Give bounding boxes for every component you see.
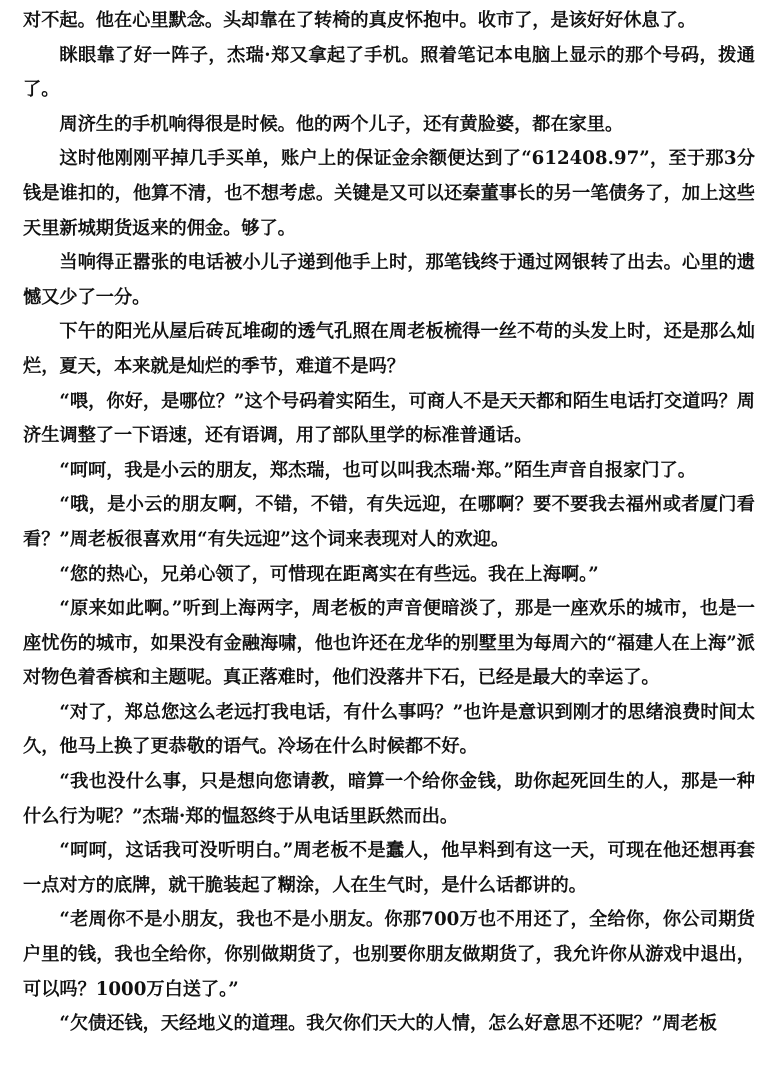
paragraph: 这时他刚刚平掉几手买单，账户上的保证金余额便达到了“612408.97”，至于那3分钱是谁扣的，他算不清，也不想考虑。关键是又可以还秦董事长的另一笔债务了，加上这些天里新城期货返来的佣金。够了。 bbox=[23, 148, 755, 239]
paragraph: 下午的阳光从屋后砖瓦堆砌的透气孔照在周老板梳得一丝不苟的头发上时，还是那么灿烂，夏天，本来就是灿烂的季节，难道不是吗？ bbox=[23, 321, 755, 377]
paragraph: “我也没什么事，只是想向您请教，暗算一个给你金钱，助你起死回生的人，那是一种什么行为呢？”杰瑞·郑的愠怒终于从电话里跃然而出。 bbox=[23, 771, 755, 827]
paragraph: 当响得正嚣张的电话被小儿子递到他手上时，那笔钱终于通过网银转了出去。心里的遗憾又少了一分。 bbox=[23, 252, 755, 308]
paragraph: 眯眼靠了好一阵子，杰瑞·郑又拿起了手机。照着笔记本电脑上显示的那个号码，拨通了。 bbox=[23, 44, 755, 101]
paragraph: “哦，是小云的朋友啊，不错，不错，有失远迎，在哪啊？要不要我去福州或者厦门看看？”周老板很喜欢用“有失远迎”这个词来表现对人的欢迎。 bbox=[23, 494, 755, 550]
paragraph: “老周你不是小朋友，我也不是小朋友。你那700万也不用还了，全给你，你公司期货户里的钱，我也全给你，你别做期货了，也别要你朋友做期货了，我允许你从游戏中退出，可以吗？1000万白送了。” bbox=[23, 909, 755, 1000]
paragraph: “呵呵，我是小云的朋友，郑杰瑞，也可以叫我杰瑞·郑。”陌生声音自报家门了。 bbox=[59, 459, 696, 481]
paragraph: 周济生的手机响得很是时候。他的两个儿子，还有黄脸婆，都在家里。 bbox=[59, 113, 624, 135]
paragraph: 对不起。他在心里默念。头却靠在了转椅的真皮怀抱中。收市了，是该好好休息了。 bbox=[23, 10, 696, 31]
paragraph: “您的热心，兄弟心领了，可惜现在距离实在有些远。我在上海啊。” bbox=[59, 563, 599, 585]
body-text bbox=[23, 4, 755, 1042]
paragraph: “呵呵，这话我可没听明白。”周老板不是蠢人，他早料到有这一天，可现在他还想再套一点对方的底牌，就干脆装起了糊涂，人在生气时，是什么话都讲的。 bbox=[23, 840, 755, 896]
paragraph: “原来如此啊。”听到上海两字，周老板的声音便暗淡了，那是一座欢乐的城市，也是一座忧伤的城市，如果没有金融海啸，他也许还在龙华的别墅里为每周六的“福建人在上海”派对物色着香槟和主题呢。真正落难时，他们没落井下石，已经是最大的幸运了。 bbox=[23, 598, 755, 689]
paragraph: “对了，郑总您这么老远打我电话，有什么事吗？”也许是意识到刚才的思绪浪费时间太久，他马上换了更恭敬的语气。冷场在什么时候都不好。 bbox=[23, 701, 755, 758]
paragraph: “喂，你好，是哪位？”这个号码着实陌生，可商人不是天天都和陌生电话打交道吗？周济生调整了一下语速，还有语调，用了部队里学的标准普通话。 bbox=[23, 390, 755, 447]
paragraph: “欠债还钱，天经地义的道理。我欠你们天大的人情，怎么好意思不还呢？”周老板 bbox=[59, 1013, 717, 1035]
